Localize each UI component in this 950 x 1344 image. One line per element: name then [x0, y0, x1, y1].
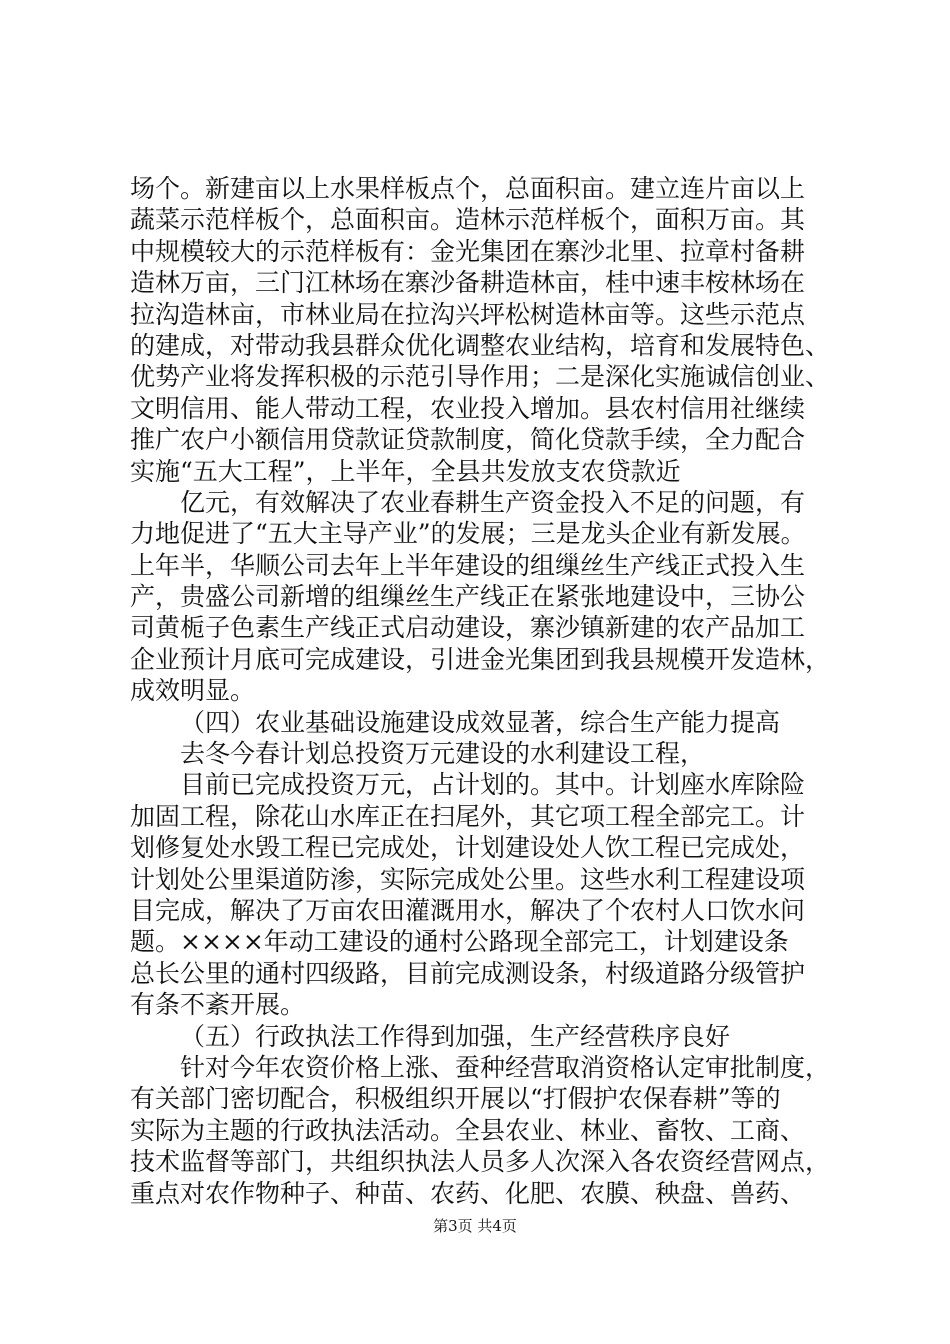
page-footer: 第3页 共4页: [433, 1217, 517, 1235]
text-line: 场个。新建亩以上水果样板点个，总面积亩。建立连片亩以上: [130, 174, 806, 203]
text-line: 推广农户小额信用贷款证贷款制度，简化贷款手续，全力配合: [130, 425, 806, 455]
text-line: 技术监督等部门，共组织执法人员多人次深入各农资经营网点，: [130, 1147, 831, 1177]
text-line: （四）农业基础设施建设成效显著，综合生产能力提高: [180, 707, 781, 737]
text-line: 重点对农作物种子、种苗、农药、化肥、农膜、秧盘、兽药、: [130, 1178, 806, 1208]
text-line: 的建成，对带动我县群众优化调整农业结构，培育和发展特色、: [130, 330, 831, 360]
text-line: 目前已完成投资万元，占计划的。其中。计划座水库除险: [180, 770, 806, 800]
text-line: 力地促进了“五大主导产业”的发展；三是龙头企业有新发展。: [130, 519, 806, 549]
document-body: [130, 173, 850, 1209]
text-line: 实际为主题的行政执法活动。全县农业、林业、畜牧、工商、: [130, 1115, 806, 1145]
text-line: 有关部门密切配合，积极组织开展以“打假护农保春耕”等的: [130, 1084, 781, 1114]
text-line: 中规模较大的示范样板有：金光集团在寨沙北里、拉章村备耕: [130, 236, 806, 266]
text-line: 题。××××年动工建设的通村公路现全部完工，计划建设条: [130, 927, 789, 957]
text-line: 企业预计月底可完成建设，引进金光集团到我县规模开发造林，: [130, 644, 831, 674]
text-line: 加固工程，除花山水库正在扫尾外，其它项工程全部完工。计: [130, 801, 806, 831]
text-line: 亿元，有效解决了农业春耕生产资金投入不足的问题，有: [180, 487, 806, 517]
text-line: 划修复处水毁工程已完成处，计划建设处人饮工程已完成处，: [130, 833, 806, 863]
text-line: 司黄栀子色素生产线正式启动建设，寨沙镇新建的农产品加工: [130, 613, 806, 643]
text-line: 造林万亩，三门江林场在寨沙备耕造林亩，桂中速丰桉林场在: [130, 268, 806, 298]
text-line: 去冬今春计划总投资万元建设的水利建设工程，: [180, 739, 706, 769]
text-line: 实施“五大工程”，上半年，全县共发放支农贷款近: [130, 456, 681, 486]
text-line: 蔬菜示范样板个，总面积亩。造林示范样板个，面积万亩。其: [130, 205, 806, 235]
text-line: 成效明显。: [130, 676, 256, 706]
text-line: 优势产业将发挥积极的示范引导作用；二是深化实施诚信创业、: [130, 362, 831, 392]
text-line: 上年半，华顺公司去年上半年建设的组缫丝生产线正式投入生: [130, 550, 806, 580]
text-line: 总长公里的通村四级路，目前完成测设条，村级道路分级管护: [130, 958, 806, 988]
text-line: 产，贵盛公司新增的组缫丝生产线正在紧张地建设中，三协公: [130, 582, 806, 612]
text-line: 针对今年农资价格上涨、蚕种经营取消资格认定审批制度，: [180, 1052, 831, 1082]
text-line: 拉沟造林亩，市林业局在拉沟兴坪松树造林亩等。这些示范点: [130, 299, 806, 329]
text-line: 计划处公里渠道防渗，实际完成处公里。这些水利工程建设项: [130, 864, 806, 894]
text-line: 目完成，解决了万亩农田灌溉用水，解决了个农村人口饮水问: [130, 895, 806, 925]
text-line: 文明信用、能人带动工程，农业投入增加。县农村信用社继续: [130, 393, 806, 423]
text-line: （五）行政执法工作得到加强，生产经营秩序良好: [180, 1021, 731, 1051]
text-line: 有条不紊开展。: [130, 990, 306, 1020]
